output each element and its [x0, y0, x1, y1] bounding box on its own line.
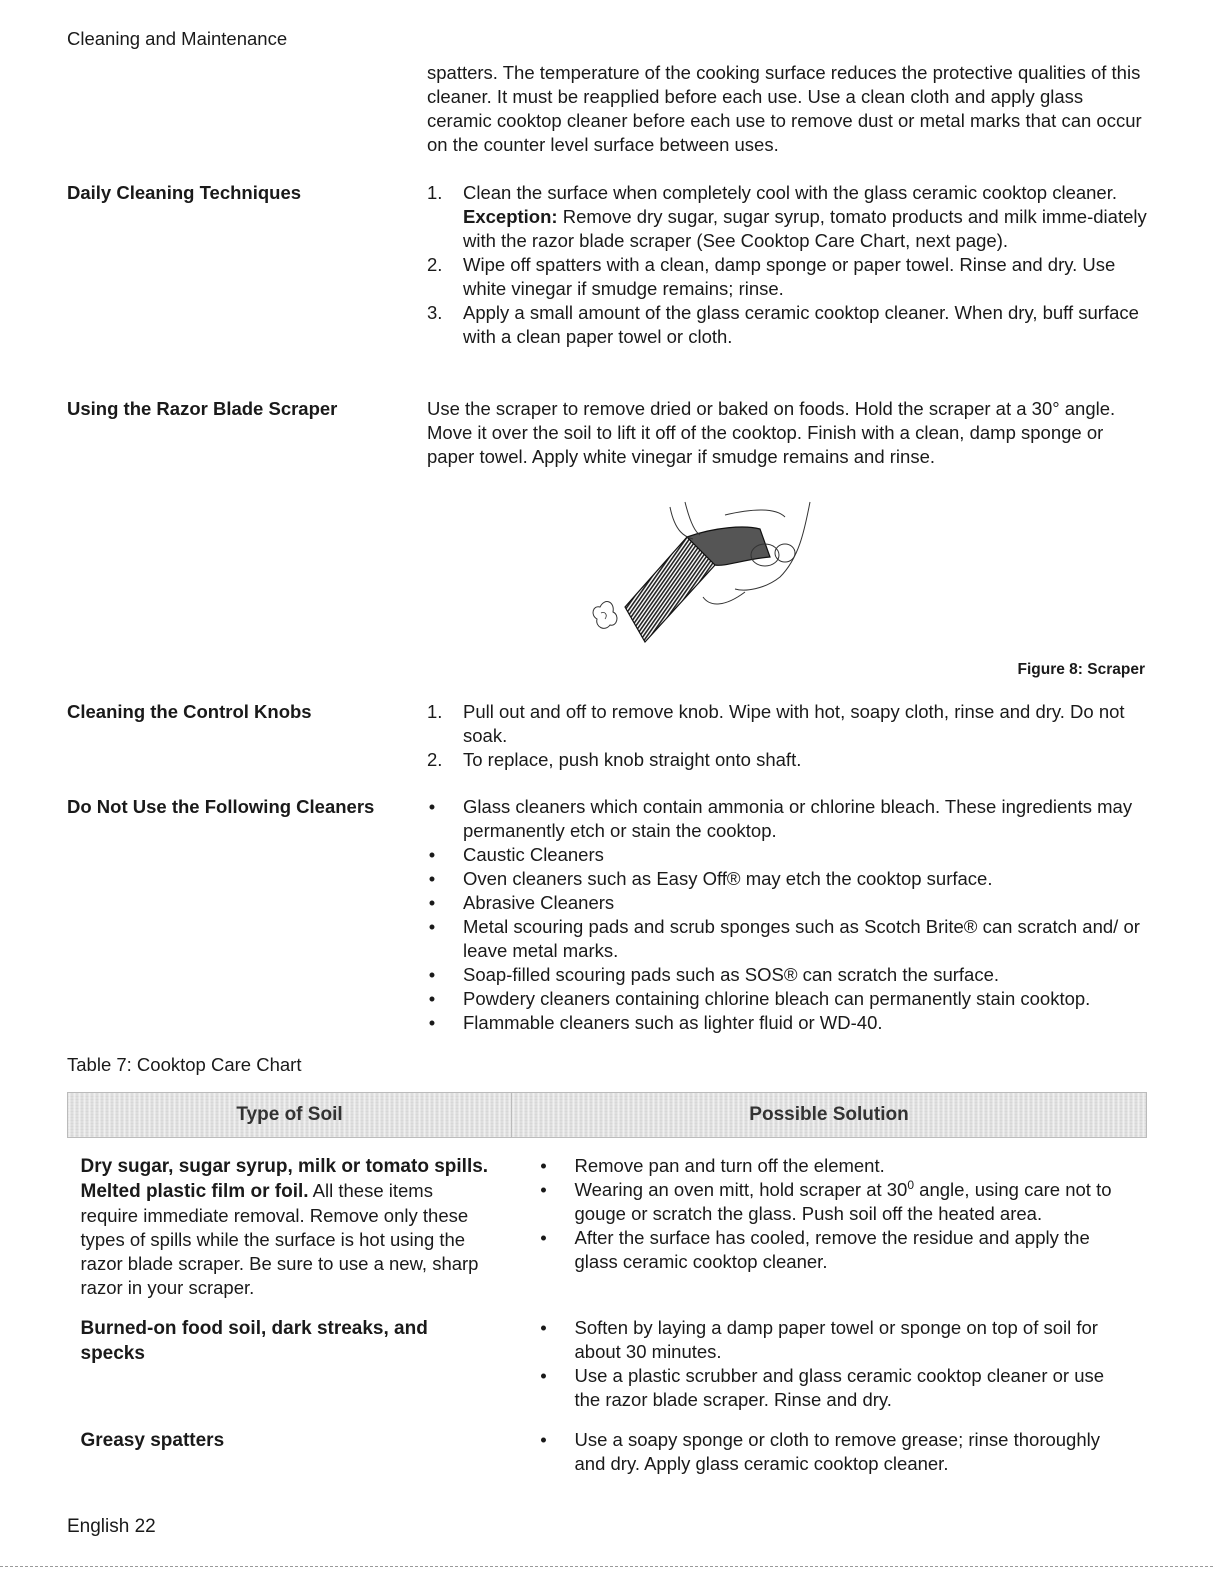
bullet-icon: • — [428, 916, 436, 937]
soil-cell — [68, 1316, 512, 1412]
bullet-icon: • — [428, 964, 436, 985]
bullet-icon: • — [428, 844, 436, 865]
solution-text: After the surface has cooled, remove the residue and apply the glass ceramic cooktop cleaner. — [574, 1227, 1090, 1272]
list-item-text: Soap-filled scouring pads such as SOS® can scratch the surface. — [463, 964, 1000, 985]
solution-text: Wearing an oven mitt, hold scraper at 30 — [574, 1179, 908, 1200]
bullet-icon: • — [540, 1317, 547, 1338]
section-heading-control-knobs: Cleaning the Control Knobs — [67, 701, 312, 722]
section-heading-daily-cleaning: Daily Cleaning Techniques — [67, 182, 302, 203]
list-item — [539, 1428, 1127, 1476]
step-number: 1. — [427, 701, 443, 722]
list-item — [539, 1364, 1127, 1412]
list-item-text: Flammable cleaners such as lighter fluid or WD-40. — [463, 1012, 883, 1033]
soil-title: Greasy spatters — [80, 1430, 225, 1451]
list-item — [427, 1011, 1147, 1035]
running-header: Cleaning and Maintenance — [67, 28, 288, 49]
solution-cell — [512, 1316, 1147, 1412]
bullet-icon: • — [540, 1227, 547, 1248]
list-item-text: Oven cleaners such as Easy Off® may etch the cooktop surface. — [463, 868, 993, 889]
step-text: Apply a small amount of the glass ceramic cooktop cleaner. When dry, buff surface with a clean paper towel or cloth. — [463, 302, 1139, 347]
scraper-illustration-icon — [575, 497, 835, 657]
step-number: 3. — [427, 302, 443, 323]
column-header-possible-solution: Possible Solution — [512, 1093, 1147, 1138]
list-item — [427, 301, 1147, 349]
step-number: 1. — [427, 182, 443, 203]
exception-text: Remove dry sugar, sugar syrup, tomato products and milk imme-diately with the razor blade scraper (See Cooktop Care Chart, next page). — [463, 206, 1147, 251]
list-item — [427, 748, 1147, 772]
list-item — [427, 987, 1147, 1011]
soil-cell — [68, 1154, 512, 1300]
solution-text: Use a soapy sponge or cloth to remove grease; rinse thoroughly and dry. Apply glass ceramic cooktop cleaner. — [574, 1429, 1100, 1474]
solution-text: Use a plastic scrubber and glass ceramic cooktop cleaner or use the razor blade scraper. Rinse and dry. — [574, 1365, 1105, 1410]
control-knob-steps — [427, 700, 1147, 772]
cooktop-care-table — [67, 1092, 1147, 1476]
list-item — [539, 1316, 1127, 1364]
bullet-icon: • — [540, 1365, 547, 1386]
do-not-use-list — [427, 795, 1147, 1035]
solution-cell — [512, 1428, 1147, 1476]
column-header-type-of-soil: Type of Soil — [68, 1093, 512, 1138]
table-caption: Table 7: Cooktop Care Chart — [67, 1054, 302, 1075]
section-heading-razor-scraper: Using the Razor Blade Scraper — [67, 398, 338, 419]
soil-title: Burned-on food soil, dark streaks, and specks — [80, 1318, 428, 1364]
bullet-icon: • — [428, 1012, 436, 1033]
list-item-text: Glass cleaners which contain ammonia or chlorine bleach. These ingredients may permanently etch or stain the cooktop. — [463, 796, 1133, 841]
bullet-icon: • — [540, 1179, 547, 1200]
soil-title: Dry sugar, sugar syrup, milk or tomato spills. Melted plastic film or foil. — [80, 1156, 489, 1202]
list-item-text: Caustic Cleaners — [463, 844, 604, 865]
solution-text-continued: angle, using care not to gouge or scratch the glass. Push soil off the heated area. — [574, 1179, 1112, 1224]
soil-note: All these items require immediate removal. Remove only these types of spills while the surface is hot using the razor blade scraper. Be sure to use a new, sharp razor in your scraper. — [80, 1180, 479, 1298]
table-row — [68, 1316, 1147, 1412]
list-item-text: Powdery cleaners containing chlorine bleach can permanently stain cooktop. — [463, 988, 1091, 1009]
list-item — [427, 253, 1147, 301]
step-text: Clean the surface when completely cool with the glass ceramic cooktop cleaner. — [463, 182, 1118, 203]
page-number: English 22 — [67, 1516, 156, 1537]
bottom-divider — [0, 1566, 1213, 1567]
table-row — [68, 1428, 1147, 1476]
table-row — [68, 1154, 1147, 1300]
solution-text: Soften by laying a damp paper towel or sponge on top of soil for about 30 minutes. — [574, 1317, 1098, 1362]
intro-paragraph: spatters. The temperature of the cooking surface reduces the protective qualities of this cleaner. It must be reapplied before each use. Use a clean cloth and apply glass ceramic cooktop cleaner before each use to remove dust or metal marks that can occur on the counter level surface between uses. — [427, 62, 1142, 155]
solution-cell — [512, 1154, 1147, 1300]
figure-caption: Figure 8: Scraper — [1017, 661, 1145, 678]
list-item-text: Metal scouring pads and scrub sponges such as Scotch Brite® can scratch and/ or leave metal marks. — [463, 916, 1140, 961]
step-text: To replace, push knob straight onto shaft. — [463, 749, 802, 770]
daily-cleaning-steps — [427, 181, 1147, 349]
step-text: Wipe off spatters with a clean, damp sponge or paper towel. Rinse and dry. Use white vinegar if smudge remains; rinse. — [463, 254, 1116, 299]
bullet-icon: • — [428, 892, 436, 913]
list-item — [427, 843, 1147, 867]
list-item-text: Abrasive Cleaners — [463, 892, 615, 913]
degree-superscript: 0 — [907, 1177, 915, 1192]
bullet-icon: • — [428, 868, 436, 889]
step-text: Pull out and off to remove knob. Wipe with hot, soapy cloth, rinse and dry. Do not soak. — [463, 701, 1125, 746]
bullet-icon: • — [540, 1155, 547, 1176]
razor-scraper-paragraph: Use the scraper to remove dried or baked on foods. Hold the scraper at a 30° angle. Move it over the soil to lift it off of the cooktop. Finish with a clean, damp sponge or paper towel. Apply white vinegar if smudge remains and rinse. — [427, 398, 1116, 467]
list-item — [539, 1226, 1127, 1274]
list-item — [539, 1154, 1127, 1178]
bullet-icon: • — [540, 1429, 547, 1450]
list-item — [427, 795, 1147, 843]
list-item — [427, 867, 1147, 891]
exception-label: Exception: — [463, 206, 558, 227]
bullet-icon: • — [428, 796, 436, 817]
list-item — [427, 891, 1147, 915]
step-number: 2. — [427, 749, 443, 770]
list-item — [427, 181, 1147, 253]
list-item — [539, 1178, 1127, 1226]
list-item — [427, 915, 1147, 963]
step-number: 2. — [427, 254, 443, 275]
list-item — [427, 700, 1147, 748]
solution-text: Remove pan and turn off the element. — [574, 1155, 885, 1176]
soil-cell — [68, 1428, 512, 1476]
section-heading-do-not-use: Do Not Use the Following Cleaners — [67, 796, 375, 817]
bullet-icon: • — [428, 988, 436, 1009]
table-header-row — [68, 1093, 1147, 1138]
list-item — [427, 963, 1147, 987]
